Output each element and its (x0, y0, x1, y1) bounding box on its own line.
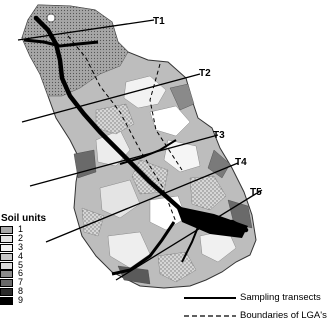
white-feature (47, 14, 55, 22)
legend-swatch (0, 262, 13, 270)
legend-title: Soil units (1, 213, 46, 224)
transect-label-1: T1 (153, 16, 165, 27)
legend-swatch (0, 270, 13, 278)
legend-swatch (0, 253, 13, 261)
legend-swatch (0, 244, 13, 252)
legend-item (0, 297, 40, 306)
legend-unit-label: 6 (18, 268, 24, 279)
legend-swatch (0, 288, 13, 296)
legend-unit-label: 1 (18, 224, 24, 234)
legend-transects-label: Sampling transects (240, 292, 321, 303)
legend-lga-label: Boundaries of LGA's (240, 310, 327, 321)
transect-label-2: T2 (199, 68, 211, 79)
transect-label-5: T5 (250, 187, 262, 198)
legend-swatch (0, 279, 13, 287)
legend-unit-label: 3 (18, 241, 24, 252)
legend-swatch (0, 226, 13, 234)
legend-unit-label: 5 (18, 259, 24, 270)
legend-unit-label: 2 (18, 232, 24, 243)
transect-label-4: T4 (235, 157, 247, 168)
transect-label-3: T3 (213, 130, 225, 141)
legend-unit-label: 8 (18, 286, 24, 297)
legend-swatch (0, 297, 13, 305)
legend-swatch (0, 235, 13, 243)
soil-units-legend (0, 226, 40, 306)
legend-unit-label: 4 (18, 250, 24, 261)
legend-unit-label: 7 (18, 277, 24, 288)
legend-unit-label: 9 (18, 295, 24, 306)
